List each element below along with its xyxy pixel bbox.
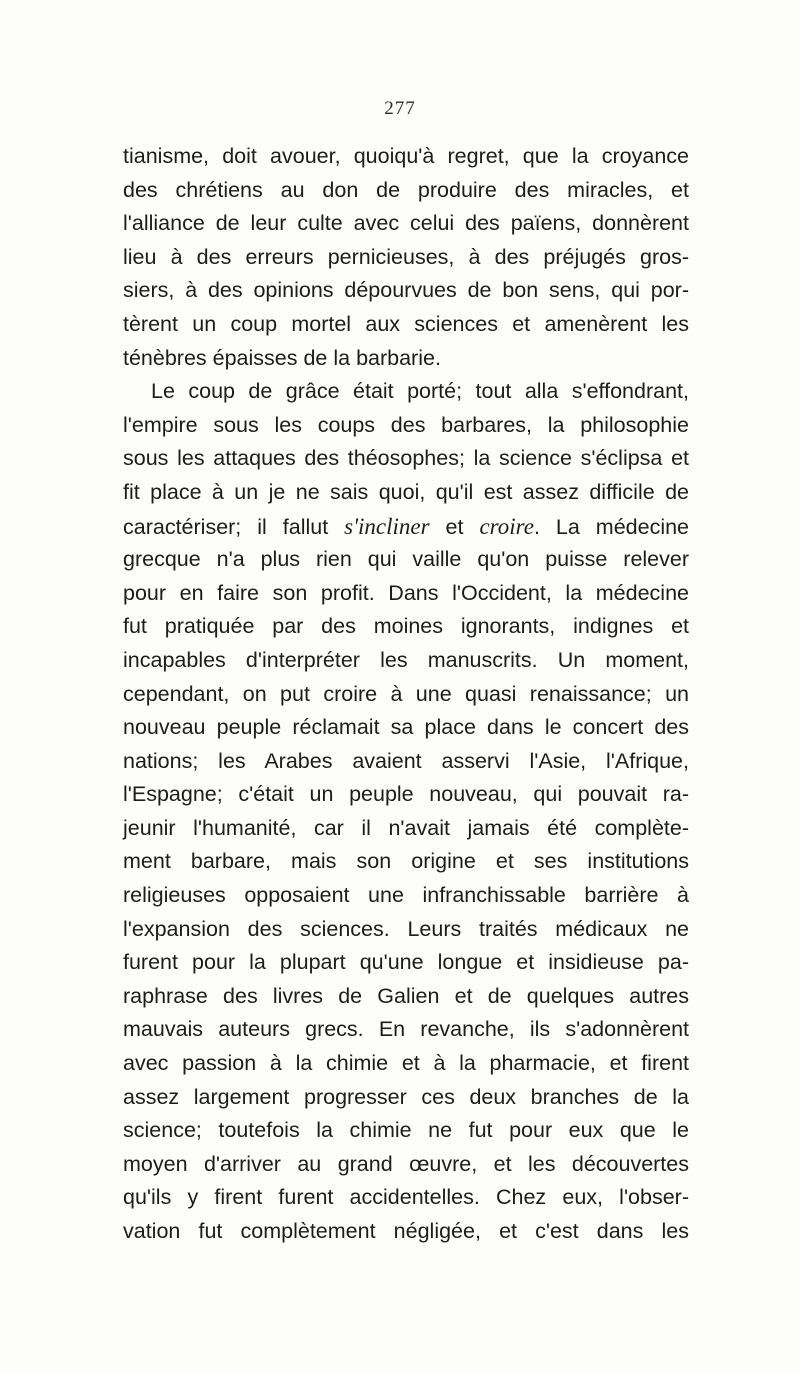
text-line: des chrétiens au don de produire des miracles, et [123, 177, 689, 202]
text-line: lieu à des erreurs pernicieuses, à des préjugés gros- [123, 244, 689, 269]
page-number: 277 [384, 98, 416, 119]
text-line: vation fut complètement négligée, et c'est dans les [123, 1219, 689, 1243]
text-line: furent pour la plupart qu'une longue et insidieuse pa- [123, 950, 689, 975]
text-line: tianisme, doit avouer, quoiqu'à regret, que la croyance [123, 144, 689, 168]
text-line: avec passion à la chimie et à la pharmacie, et firent [123, 1051, 689, 1076]
text-line-with-emphasis [123, 510, 689, 544]
text-line: science; toutefois la chimie ne fut pour eux que le [123, 1118, 689, 1143]
text-line: l'alliance de leur culte avec celui des païens, donnèrent [123, 211, 689, 236]
text-line: l'expansion des sciences. Leurs traités médicaux ne [123, 916, 689, 941]
text-line: moyen d'arriver au grand œuvre, et les découvertes [123, 1151, 689, 1176]
text-line: ment barbare, mais son origine et ses institutions [123, 849, 689, 874]
emphasis-text: croire [479, 513, 534, 539]
text-segment: et [429, 514, 480, 539]
text-line: l'empire sous les coups des barbares, la philosophie [123, 412, 689, 437]
text-segment: . La médecine [533, 514, 690, 539]
text-line: jeunir l'humanité, car il n'avait jamais été complète- [123, 815, 689, 840]
text-line: assez largement progresser ces deux branches de la [123, 1084, 689, 1109]
text-line: religieuses opposaient une infranchissable barrière à [123, 883, 689, 908]
text-line: mauvais auteurs grecs. En revanche, ils s'adonnèrent [123, 1017, 689, 1042]
text-line: nouveau peuple réclamait sa place dans le concert des [123, 715, 689, 740]
text-line: pour en faire son profit. Dans l'Occident, la médecine [123, 580, 689, 605]
text-line: sous les attaques des théosophes; la science s'éclipsa et [123, 446, 689, 471]
text-line: grecque n'a plus rien qui vaille qu'on puisse relever [123, 547, 689, 572]
text-line: qu'ils y firent furent accidentelles. Chez eux, l'obser- [123, 1185, 689, 1210]
text-line: ténèbres épaisses de la barbarie. [123, 345, 441, 370]
text-line: siers, à des opinions dépourvues de bon sens, qui por- [123, 278, 689, 303]
text-line: fut pratiquée par des moines ignorants, indignes et [123, 614, 689, 639]
text-line: fit place à un je ne sais quoi, qu'il est assez difficile de [123, 479, 689, 504]
text-line: nations; les Arabes avaient asservi l'Asie, l'Afrique, [123, 748, 689, 773]
text-line: cependant, on put croire à une quasi renaissance; un [123, 681, 689, 706]
text-line: tèrent un coup mortel aux sciences et amenèrent les [123, 311, 689, 336]
text-line: Le coup de grâce était porté; tout alla s'effondrant, [151, 379, 689, 404]
text-line: raphrase des livres de Galien et de quelques autres [123, 983, 689, 1008]
text-line: incapables d'interpréter les manuscrits. Un moment, [123, 647, 689, 672]
text-segment: caractériser; il fallut [123, 514, 345, 539]
body-text [123, 140, 689, 1249]
emphasis-text: s'incliner [344, 513, 430, 539]
text-line: l'Espagne; c'était un peuple nouveau, qui pouvait ra- [123, 782, 689, 807]
